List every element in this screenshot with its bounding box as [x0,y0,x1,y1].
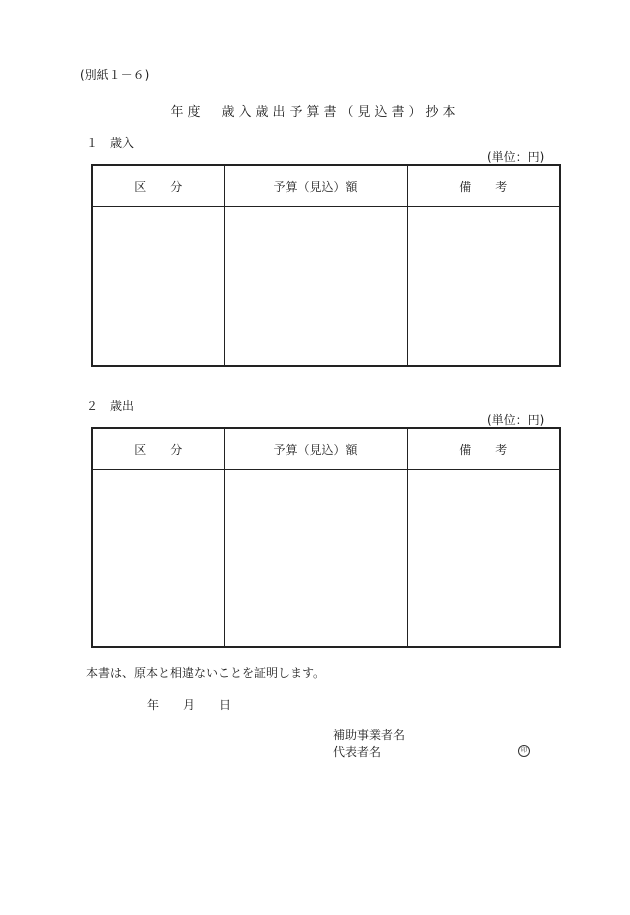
category-cell [92,207,224,367]
column-header-remarks: 備 考 [407,165,560,207]
subsidy-business-name-label: 補助事業者名 [333,728,406,742]
document-title: 年度 歳入歳出予算書（見込書）抄本 [170,105,460,120]
remarks-cell [407,207,560,367]
representative-name-label: 代表者名 [333,745,382,759]
remarks-cell [407,470,560,648]
table-row [92,207,560,367]
budget-amount-cell [224,470,407,648]
table-row [92,470,560,648]
category-cell [92,470,224,648]
date-line: 年 月 日 [147,698,232,712]
table-header-row [92,428,560,470]
seal-icon: 印 [518,745,530,757]
budget-amount-cell [224,207,407,367]
unit-label-revenue: (単位：円) [487,150,545,164]
revenue-table [91,164,561,367]
attachment-label: (別紙１－６) [80,68,150,82]
column-header-remarks: 備 考 [407,428,560,470]
certification-statement: 本書は、原本と相違ないことを証明します。 [86,666,326,680]
expenditure-table [91,427,561,648]
column-header-category: 区 分 [92,165,224,207]
column-header-budget-amount: 予算（見込）額 [224,165,407,207]
section-heading-expenditure: ２ 歳出 [86,399,135,413]
unit-label-expenditure: (単位：円) [487,413,545,427]
column-header-category: 区 分 [92,428,224,470]
column-header-budget-amount: 予算（見込）額 [224,428,407,470]
section-heading-revenue: １ 歳入 [86,136,135,150]
table-header-row [92,165,560,207]
